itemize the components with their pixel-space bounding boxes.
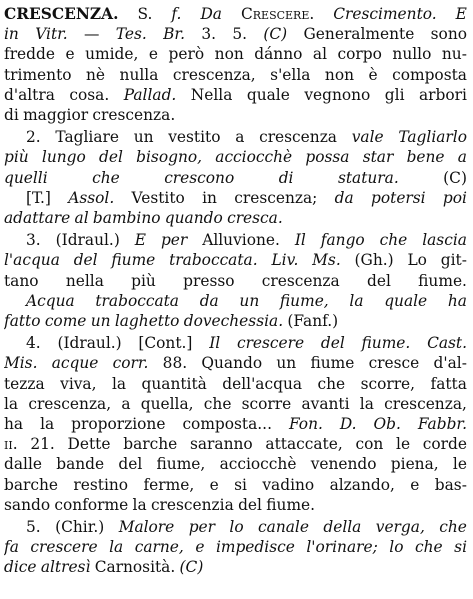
word: altresì [40, 558, 91, 577]
word: 2. [26, 128, 41, 147]
word: fa [4, 538, 19, 557]
word: da [199, 291, 219, 310]
word: del [238, 495, 262, 514]
word: che [439, 518, 467, 537]
word: e [410, 475, 420, 494]
word: fiume, [156, 455, 206, 474]
word: che [203, 394, 232, 413]
word: ferme, [143, 475, 195, 494]
word: lo [229, 518, 244, 537]
word: arbori [418, 85, 467, 104]
word: a [235, 128, 245, 147]
word: D. [339, 415, 357, 434]
word: Cast. [427, 334, 467, 353]
word: Fabbr. [417, 415, 467, 434]
word: bande [56, 455, 105, 474]
word: non [214, 45, 244, 64]
word: lo [389, 538, 404, 557]
word: possa [305, 148, 350, 167]
word: proporzione [71, 415, 166, 434]
word: nella [65, 271, 104, 290]
word: crescenza, [28, 394, 112, 413]
word: Generalmente [303, 25, 415, 44]
word: l'orinare; [306, 538, 378, 557]
word: del [118, 455, 143, 474]
word: fiume. [418, 271, 467, 290]
text-line [4, 353, 467, 373]
word: bas- [434, 475, 467, 494]
word: Ms. [312, 251, 341, 270]
word: in [4, 25, 19, 44]
word: però [168, 45, 205, 64]
word: Fon. [288, 415, 323, 434]
word: crescenza, [384, 394, 467, 413]
word: al [74, 209, 89, 228]
word: nulla [119, 65, 159, 84]
word: acque [51, 354, 99, 373]
word: si [234, 475, 247, 494]
word: 3. [26, 231, 41, 250]
text-line [4, 311, 467, 331]
word: trimento [4, 65, 72, 84]
word: Crescimento. [333, 5, 437, 23]
word: crescenza, [172, 65, 256, 84]
word: crescenza [259, 128, 337, 147]
word: non [324, 65, 355, 84]
word: e [195, 538, 205, 557]
word: [T.] [26, 188, 51, 207]
word: le [452, 455, 467, 474]
sense-4 [4, 333, 467, 515]
word: Il [209, 334, 221, 353]
word: Carnosità. [94, 558, 176, 577]
word: verga, [375, 518, 425, 537]
sense-3 [4, 230, 467, 331]
word: gli [384, 85, 405, 104]
word: Vitr. [35, 25, 68, 44]
word: dovechessia. [183, 312, 284, 331]
text-line [4, 394, 467, 414]
text-line [4, 271, 467, 291]
sense-5 [4, 517, 467, 578]
word: dalle [4, 455, 42, 474]
word: al [312, 45, 328, 64]
word: Assol. [68, 188, 115, 207]
word: maggior [23, 106, 89, 125]
word: quale [384, 291, 428, 310]
word: cresce [368, 354, 420, 373]
word: si [454, 538, 467, 557]
word: a [457, 148, 467, 167]
word: un [239, 291, 260, 310]
word: 21. [30, 435, 55, 454]
word: ha [447, 291, 467, 310]
word: ii. [4, 435, 18, 454]
word: d'al- [433, 354, 467, 373]
word: poi [442, 188, 467, 207]
word: crescenza; [234, 188, 318, 207]
word: a [121, 394, 131, 413]
word: è [368, 65, 378, 84]
word: acciocchè [219, 455, 297, 474]
text-line [4, 475, 467, 495]
text-line [4, 414, 467, 434]
word: sando [4, 495, 51, 514]
word: scorre, [360, 374, 416, 393]
word: tezza [4, 374, 45, 393]
word: corr. [112, 354, 149, 373]
text-line [4, 188, 467, 208]
word: l'acqua [4, 251, 60, 270]
word: fango [320, 231, 365, 250]
word: Tagliare [55, 128, 119, 147]
word: quella, [140, 394, 194, 413]
word: vale [351, 128, 384, 147]
text-line [4, 127, 467, 147]
text-line [4, 517, 467, 537]
word: Nella [190, 85, 233, 104]
word: Il [294, 231, 306, 250]
word: e [148, 45, 159, 64]
word: che [415, 538, 443, 557]
word: nu- [441, 45, 467, 64]
word: tano [4, 271, 39, 290]
word: fiume. [361, 334, 411, 353]
word: di [4, 106, 19, 125]
word: attaccate, [265, 435, 343, 454]
word: sono [430, 25, 467, 44]
text-line [4, 44, 467, 64]
word: 5. [232, 25, 248, 44]
text-line [4, 168, 467, 188]
word: composta [392, 65, 467, 84]
word: la [359, 394, 374, 413]
word: Tagliarlo [398, 128, 467, 147]
word: dell'acqua [222, 374, 303, 393]
text-line [4, 85, 467, 105]
word: la [109, 538, 124, 557]
word: con [355, 435, 384, 454]
word: Lo [407, 251, 427, 270]
word: (C) [443, 168, 467, 187]
word: cosa. [69, 85, 110, 104]
text-line [4, 291, 467, 311]
word: che [317, 374, 346, 393]
text-line [4, 24, 467, 44]
word: bambino [92, 209, 161, 228]
word: (Idraul.) [57, 334, 122, 353]
word: canale [258, 518, 309, 537]
word: fatta [430, 374, 467, 393]
word: CRESCENZA. [4, 5, 119, 23]
word: crescenza. [92, 106, 176, 125]
word: del [367, 271, 391, 290]
text-line [4, 250, 467, 270]
word: (C) [263, 25, 288, 44]
word: crescere [236, 334, 305, 353]
word: per [188, 518, 216, 537]
word: quale [246, 85, 290, 104]
word: quantità [141, 374, 207, 393]
word: 5. [26, 518, 41, 537]
text-line [4, 208, 467, 228]
word: acciocchè [215, 148, 293, 167]
word: Dette [67, 435, 111, 454]
word: crescenza [261, 271, 340, 290]
word: crescere [30, 538, 98, 557]
word: Acqua [26, 291, 75, 310]
text-line [4, 434, 467, 454]
word: 3. [201, 25, 216, 44]
text-line [4, 557, 467, 577]
word: cresca. [227, 209, 283, 228]
word: la [40, 415, 55, 434]
word: 88. [162, 354, 188, 373]
word: per [160, 231, 188, 250]
word: ha [4, 415, 24, 434]
word: e [209, 475, 219, 494]
word: umide, [85, 45, 139, 64]
word: da [334, 188, 354, 207]
text-line [4, 230, 467, 250]
text-line [4, 4, 467, 24]
text-line [4, 537, 467, 557]
word: statura. [337, 168, 399, 187]
word: fatto [4, 312, 41, 331]
word: presso [183, 271, 235, 290]
word: lungo [41, 148, 86, 167]
word: fiume [111, 251, 156, 270]
word: la [132, 495, 147, 514]
word: fiume. [266, 495, 316, 514]
word: la [4, 394, 19, 413]
word: lascia [422, 231, 467, 250]
word: quelli [4, 168, 48, 187]
word: bene [406, 148, 445, 167]
word: (Idraul.) [55, 231, 120, 250]
word: un [276, 354, 297, 373]
word: nè [86, 65, 106, 84]
word: crescenzia [150, 495, 234, 514]
word: 4. [26, 334, 41, 353]
word: le [396, 435, 411, 454]
word: saranno [189, 435, 253, 454]
word: — [84, 25, 100, 44]
word: bisogno, [136, 148, 203, 167]
word: vadino [262, 475, 315, 494]
word: Quando [201, 354, 263, 373]
text-line [4, 65, 467, 85]
word: quando [164, 209, 223, 228]
word: adattare [4, 209, 71, 228]
word: un [90, 312, 111, 331]
word: Vestito [131, 188, 185, 207]
word: alzando, [329, 475, 395, 494]
word: impedisce [215, 538, 295, 557]
word: E [134, 231, 147, 250]
word: barche [123, 435, 178, 454]
word: traboccata [95, 291, 179, 310]
text-line [4, 147, 467, 167]
word: vestito [168, 128, 221, 147]
word: del [73, 251, 98, 270]
word: E [455, 5, 467, 23]
word: carne, [134, 538, 184, 557]
word: avanti [301, 394, 350, 413]
word: Tes. [115, 25, 147, 44]
word: git- [440, 251, 467, 270]
word: del [99, 148, 123, 167]
text-line [4, 333, 467, 353]
word: corde [422, 435, 467, 454]
word: scorre [241, 394, 292, 413]
word: Da [200, 5, 222, 23]
word: laghetto [114, 312, 180, 331]
word: Liv. [271, 251, 299, 270]
word: venendo [310, 455, 377, 474]
word: più [4, 148, 29, 167]
word: Crescere. [240, 5, 315, 23]
word: dice [4, 558, 37, 577]
text-line [4, 374, 467, 394]
word: [Cont.] [138, 334, 193, 353]
word: (Fanf.) [287, 312, 339, 331]
word: Br. [163, 25, 185, 44]
entry-definition [4, 4, 467, 125]
word: e [65, 45, 75, 64]
word: crescono [164, 168, 235, 187]
word: (C) [179, 558, 204, 577]
word: dánno [254, 45, 303, 64]
word: composta... [182, 415, 272, 434]
text-line [4, 495, 467, 515]
word: fiume [310, 354, 355, 373]
word: del [320, 334, 345, 353]
word: Ob. [373, 415, 401, 434]
word: Pallad. [123, 85, 177, 104]
word: fiume, [279, 291, 329, 310]
word: conforme [54, 495, 129, 514]
word: S. [137, 5, 153, 23]
word: viva, [60, 374, 97, 393]
word: barche [4, 475, 59, 494]
word: piena, [390, 455, 439, 474]
word: nullo [392, 45, 432, 64]
word: di [278, 168, 294, 187]
word: f. [171, 5, 182, 23]
word: traboccata. [169, 251, 258, 270]
word: restino [73, 475, 129, 494]
word: più [131, 271, 156, 290]
text-line [4, 105, 467, 125]
word: Alluvione. [202, 231, 280, 250]
word: in [202, 188, 217, 207]
word: un [133, 128, 154, 147]
sense-2 [4, 127, 467, 228]
word: la [111, 374, 127, 393]
word: star [362, 148, 394, 167]
word: Mis. [4, 354, 38, 373]
word: la [349, 291, 364, 310]
word: s'ella [270, 65, 311, 84]
text-line [4, 454, 467, 474]
word: vegnono [304, 85, 371, 104]
word: potersi [371, 188, 426, 207]
word: fredde [4, 45, 55, 64]
word: d'altra [4, 85, 55, 104]
word: (Chir.) [55, 518, 105, 537]
word: della [323, 518, 362, 537]
word: come [44, 312, 87, 331]
word: (Gh.) [354, 251, 394, 270]
word: che [379, 231, 408, 250]
word: che [92, 168, 120, 187]
word: Malore [118, 518, 175, 537]
word: corpo [337, 45, 382, 64]
